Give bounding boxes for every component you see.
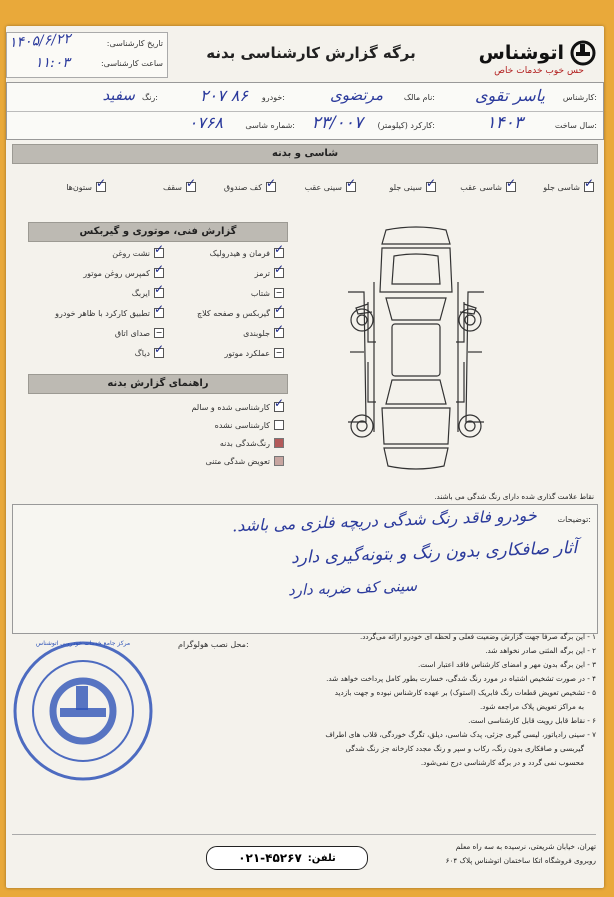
brand-name: اتوشناس (478, 42, 564, 64)
explanation-line: سینی کف ضربه دارد (287, 576, 418, 600)
tech-item[interactable]: ✓ فرمان و هیدرولیک (210, 248, 284, 258)
checkbox-icon[interactable] (154, 288, 164, 298)
term-line: ۵ - تشخیص تعویض قطعات رنگ فابریک (استوک) بر عهده کارشناس نبوده و جهت بازدید (334, 688, 596, 697)
car-top-view-icon (346, 222, 486, 478)
term-line: ۲ - این برگه المثنی صادر نخواهد شد. (485, 646, 596, 655)
checkbox-icon[interactable] (154, 348, 164, 358)
inspection-date-value: ۱۴۰۵/۶/۲۲ (8, 30, 72, 52)
checkbox-icon[interactable] (426, 182, 436, 192)
tech-item[interactable]: ✓ کمپرس روغن موتور (83, 268, 164, 278)
chassis-item[interactable]: ✓ سینی عقب (305, 182, 356, 192)
checkbox-icon (274, 420, 284, 430)
checkbox-icon[interactable] (154, 268, 164, 278)
term-line: ۴ - در صورت تشخیص اشتباه در مورد رنگ شدگی، خسارت بطور کامل پرداخت خواهد شد. (326, 674, 596, 683)
chassis-item[interactable]: ✓ سینی جلو (390, 182, 436, 192)
explanations-label: توضیحات: (557, 515, 591, 524)
inspection-time-value: ۱۱:۰۳ (35, 55, 70, 71)
paint-swatch-icon (274, 438, 284, 448)
owner-label: نام مالک: (403, 93, 435, 102)
stamp-seal-icon (8, 636, 158, 786)
color-value: سفید (102, 86, 135, 104)
guide-section-title: راهنمای گزارش بدنه (28, 374, 288, 394)
owner-value: مرتضوی (330, 86, 383, 104)
chassis-checklist (12, 176, 596, 200)
checkbox-icon[interactable] (274, 328, 284, 338)
phone-label: تلفن: (307, 852, 336, 864)
tech-checklist (28, 248, 286, 368)
tech-item[interactable]: ✓ ایربگ (132, 288, 164, 298)
guide-item: ✓ کارشناسی شده و سالم (191, 402, 284, 412)
checkbox-icon[interactable]: − (275, 348, 283, 357)
diagram-note: نقاط علامت گذاری شده دارای رنگ شدگی می باشند. (434, 492, 594, 501)
chassis-section-title: شاسی و بدنه (12, 144, 598, 164)
inspector-label: کارشناس: (562, 93, 597, 102)
inspection-form (6, 26, 604, 888)
guide-item: رنگ‌شدگی بدنه (220, 438, 284, 448)
tech-item[interactable]: − شتاب (250, 288, 283, 298)
guide-legend (28, 402, 286, 486)
explanation-line: خودرو فاقد رنگ شدگی دریچه فلزی می باشد. (231, 505, 538, 536)
terms-list (156, 632, 596, 772)
footer-divider (12, 834, 596, 835)
checkbox-icon[interactable] (274, 268, 284, 278)
tech-section-title: گزارش فنی، موتوری و گیربکس (28, 222, 288, 242)
term-line: به مراکز تعویض پلاک مراجعه شود. (480, 702, 584, 711)
checkbox-icon[interactable]: − (155, 328, 163, 337)
inspection-time-label: ساعت کارشناسی: (100, 59, 163, 68)
checkbox-icon[interactable] (346, 182, 356, 192)
explanations-box (12, 504, 598, 634)
replaced-swatch-icon (274, 456, 284, 466)
year-label: سال ساخت: (554, 121, 597, 130)
term-line: ۳ - این برگه بدون مهر و امضای کارشناس فاقد اعتبار است. (417, 660, 596, 669)
guide-item: کارشناسی نشده (215, 420, 284, 430)
chassis-number-label: شماره شاسی: (245, 121, 295, 130)
stamp-text: مرکز جامع خدمات خودرویی اتوشناس (35, 640, 131, 647)
tech-item[interactable]: ✓ تطبیق کارکرد با ظاهر خودرو (55, 308, 164, 318)
tech-item[interactable]: ✓ ترمز (255, 268, 284, 278)
term-line: گیربسی و صافکاری بدون رنگ، رکاب و سپر و رنگ مجدد کارخانه جز رنگ شدگی (345, 744, 584, 753)
checkbox-icon[interactable] (274, 248, 284, 258)
car-value: ۲۰۷ ۸۶ (199, 86, 248, 105)
checkbox-icon[interactable] (96, 182, 106, 192)
address-line: تهران، خیابان شریعتی، نرسیده به سه راه معلم (455, 842, 596, 851)
mileage-value: ۲۳/۰۰۷ (311, 113, 363, 133)
chassis-item[interactable]: ✓ کف صندوق (224, 182, 276, 192)
term-line: ۶ - نقاط قابل رویت قابل کارشناسی است. (468, 716, 596, 725)
inspector-value: یاسر تقوی (475, 86, 545, 105)
chassis-item[interactable]: ✓ شاسی عقب (460, 182, 516, 192)
checkbox-icon (274, 402, 284, 412)
vehicle-info-grid (6, 82, 604, 140)
tech-item[interactable]: − عملکرد موتور (224, 348, 283, 358)
tech-item[interactable]: ✓ گیربکس و صفحه کلاچ (197, 308, 284, 318)
tech-item[interactable]: − صدای اتاق (114, 328, 163, 338)
car-body-diagram (346, 222, 486, 478)
color-label: رنگ: (142, 93, 158, 102)
company-stamp (8, 636, 158, 786)
inspection-date-label: تاریخ کارشناسی: (106, 39, 163, 48)
chassis-item[interactable]: ✓ سقف (163, 182, 196, 192)
checkbox-icon[interactable] (154, 248, 164, 258)
mileage-label: کارکرد (کیلومتر): (377, 121, 435, 130)
term-line: ۷ - سینی رادیاتور، لیسی گیری جزئی، پدک شاسی، دیلق، تگرگ خوردگی، قلاب های اطراف (325, 730, 596, 739)
chassis-item[interactable]: ✓ شاسی جلو (543, 182, 594, 192)
term-line: محسوب نمی گردد و در برگه کارشناسی درج نمی‌شود. (420, 758, 584, 767)
year-value: ۱۴۰۳ (486, 113, 523, 133)
hologram-label: محل نصب هولوگرام: (178, 640, 249, 649)
checkbox-icon[interactable] (584, 182, 594, 192)
term-line: ۱ - این برگه صرفا جهت گزارش وضعیت فعلی و لحظه ای خودرو ارائه می‌گردد. (359, 632, 596, 641)
checkbox-icon[interactable]: − (275, 288, 283, 297)
car-label: خودرو: (261, 93, 285, 102)
checkbox-icon[interactable] (506, 182, 516, 192)
phone-value: ۰۲۱-۴۵۲۶۷ (238, 851, 302, 865)
checkbox-icon[interactable] (186, 182, 196, 192)
tech-item[interactable]: ✓ جلوبندی (243, 328, 284, 338)
checkbox-icon[interactable] (266, 182, 276, 192)
address-line: روبروی فروشگاه اتکا ساختمان اتوشناس پلاک ۶۰۴ (445, 856, 596, 865)
chassis-number-value: ۰۷۶۸ (188, 113, 223, 132)
explanation-line: آثار صافکاری بدون رنگ و بتونه‌گیری دارد (290, 538, 578, 568)
inspection-datetime (6, 32, 168, 78)
brand-mark-icon (570, 40, 596, 66)
phone-box (206, 846, 368, 870)
tech-item[interactable]: ✓ نشت روغن (112, 248, 164, 258)
form-title: برگه گزارش کارشناسی بدنه (206, 44, 416, 62)
tech-item[interactable]: ✓ دیاگ (135, 348, 164, 358)
guide-item: تعویض شدگی متنی (206, 456, 285, 466)
chassis-item[interactable]: ✓ ستون‌ها (66, 182, 106, 192)
checkbox-icon[interactable] (154, 308, 164, 318)
brand-slogan: حس خوب خدمات خاص (494, 66, 584, 76)
checkbox-icon[interactable] (274, 308, 284, 318)
